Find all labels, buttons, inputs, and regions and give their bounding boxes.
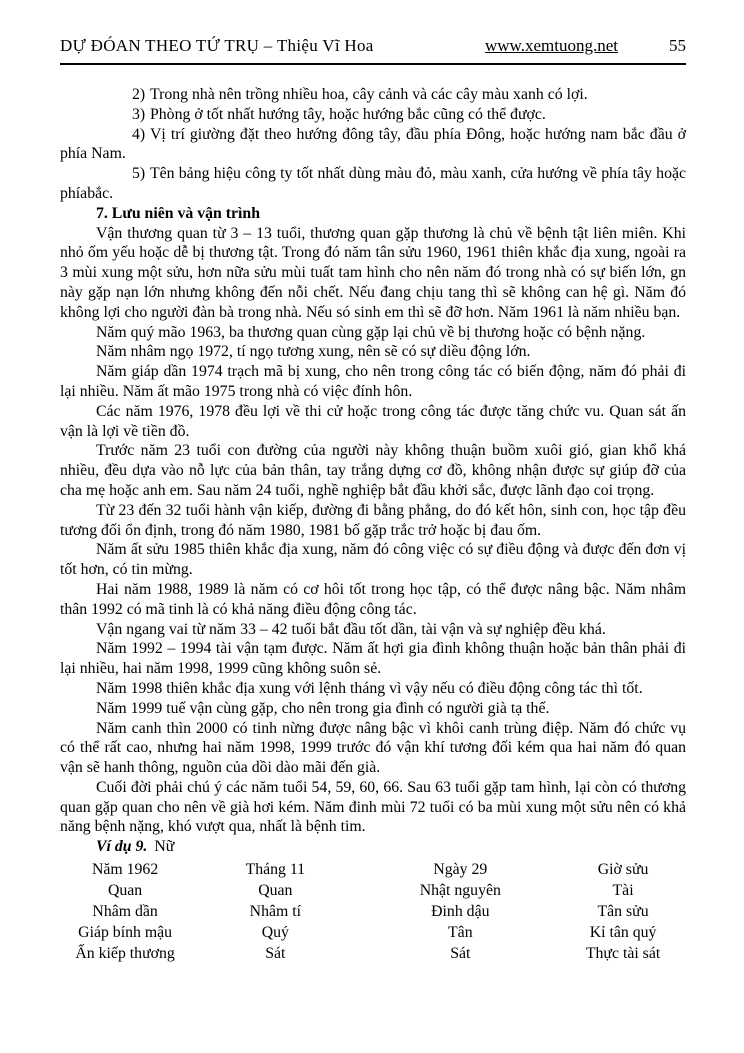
website-link: www.xemtuong.net: [485, 36, 618, 55]
section-heading: 7. Lưu niên và vận trình: [96, 204, 260, 222]
paragraph: Năm 1998 thiên khắc địa xung với lệnh tháng vì vậy nếu có điều động công tác thì tốt.: [96, 679, 643, 697]
paragraph: Năm giáp dần 1974 trạch mã bị xung, cho nên trong công tác có biến động, năm đó phải đi lại nhiều. Năm ất mão 1975 trong nhà có việc đính hôn.: [60, 363, 686, 400]
table-cell: Đinh dậu: [431, 903, 490, 921]
example-caption: [60, 837, 686, 857]
page-body: [60, 85, 686, 964]
paragraph: Các năm 1976, 1978 đều lợi về thi cử hoặc trong công tác được tăng chức vu. Quan sát ấn vận là lợi về tiền đồ.: [60, 402, 686, 440]
paragraph: Vận ngang vai từ năm 33 – 42 tuổi bắt đầu tốt dần, tài vận và sự nghiệp đều khá.: [96, 620, 606, 638]
table-cell: Sát: [450, 945, 471, 963]
table-cell: Năm 1962: [91, 861, 159, 879]
list-item-text: Phòng ở tốt nhất hướng tây, hoặc hướng bắc cũng có thể được.: [150, 105, 546, 123]
paragraph: Năm 1999 tuế vận cùng gặp, cho nên trong gia đình có người già tạ thế.: [96, 699, 550, 717]
list-item-text: Tên bảng hiệu công ty tốt nhất dùng màu đỏ, màu xanh, cửa hướng về phía tây hoặc phíabắc.: [60, 165, 686, 202]
running-header: [60, 36, 686, 56]
table-cell: Giáp bính mậu: [78, 924, 173, 942]
paragraph: Từ 23 đến 32 tuổi hành vận kiếp, đường đi bằng phẳng, do đó kết hôn, sinh con, học tập đều tương đối ổn định, trong đó năm 1980, 1981 bố gặp trắc trở hoặc bị đau ốm.: [60, 501, 686, 539]
table-cell: Ấn kiếp thương: [75, 945, 175, 963]
list-item-text: Trong nhà nên trồng nhiều hoa, cây cảnh và các cây màu xanh có lợi.: [150, 86, 588, 103]
table-cell: Tháng 11: [245, 861, 306, 879]
table-cell: Ngày 29: [433, 861, 488, 879]
example-label: Ví dụ 9.: [96, 838, 148, 856]
page-number: 55: [669, 36, 686, 55]
table-cell: Giờ sửu: [597, 861, 649, 879]
table-cell: Nhật nguyên: [419, 882, 501, 900]
paragraph: Năm 1992 – 1994 tài vận tạm được. Năm ất hợi gia đình không thuận hoặc bản thân phải đi lại nhiều, hai năm 1998, 1999 cũng không suôn sẻ.: [60, 640, 686, 678]
list-item: [60, 85, 686, 105]
list-item-number: 5): [132, 165, 146, 183]
four-pillars-table: [60, 859, 686, 964]
paragraph: Hai năm 1988, 1989 là năm có cơ hôi tốt trong học tập, có thể được nâng bậc. Năm nhâm thân 1992 có mã tinh là có khả năng điều động công tác.: [60, 580, 686, 618]
paragraph: Năm quý mão 1963, ba thương quan cùng gặp lại chủ về bị thương hoặc có bệnh nặng.: [96, 323, 646, 341]
table-cell: Tân: [448, 924, 473, 942]
table-cell: Thực tài sát: [585, 945, 661, 963]
list-item-number: 4): [132, 125, 146, 143]
table-cell: Nhâm tí: [249, 903, 301, 921]
table-cell: Nhâm dần: [92, 903, 158, 921]
list-item: [60, 105, 686, 125]
example-gender: Nữ: [154, 838, 175, 856]
list-item: [60, 164, 686, 204]
paragraph: Năm nhâm ngọ 1972, tí ngọ tương xung, nên sẽ có sự diều động lớn.: [96, 343, 531, 361]
table-cell: Tài: [612, 882, 634, 900]
paragraph: Trước năm 23 tuổi con đường của người này không thuận buồm xuôi gió, gian khổ khá nhiều, đều dựa vào nỗ lực của bản thân, tay trắng dựng cơ đồ, không nhận được sự giúp đỡ của cha mẹ hoặc anh em. Sau năm 24 tuổi, nghề nghiệp bắt đầu khởi sắc, được lãnh đạo coi trọng.: [60, 442, 686, 499]
list-item-number: 2): [132, 86, 146, 103]
paragraph: Vận thương quan từ 3 – 13 tuổi, thương quan gặp thương là chủ về bệnh tật liên miên. Khi nhỏ ốm yếu hoặc dễ bị thương tật. Trong đó năm tân sửu 1960, 1961 thiên khắc địa xung, ngoài ra 3 mùi xung một sửu, hơn nữa sửu mùi tuất tam hình cho nên năm đó trong nhà có sự biến lớn, gn này gặp nạn lớn nhưng không đến nỗi chết. Nếu đang chịu tang thì sẽ không can hệ gì. Năm đó không lợi cho người đàn bà trong nhà. Nếu só sinh em thì sẽ đỡ hơn. Năm 1961 là năm nhiều bạn.: [60, 224, 686, 321]
list-item: [60, 125, 686, 165]
paragraph: Cuối đời phải chú ý các năm tuổi 54, 59, 60, 66. Sau 63 tuổi gặp tam hình, lại còn có thương quan gặp quan cho nên về già hơi kém. Năm đinh mùi 72 tuổi có ba mùi xung một sửu nên có khả năng bệnh nặng, khó vượt qua, nhất là bệnh tim.: [60, 778, 686, 836]
book-title: DỰ ĐÓAN THEO TỨ TRỤ – Thiệu Vĩ Hoa: [60, 36, 374, 55]
list-item-number: 3): [132, 105, 146, 123]
table-cell: Sát: [265, 945, 286, 963]
table-cell: Quan: [258, 882, 293, 900]
header-rule: [60, 63, 686, 65]
paragraph: Năm ất sửu 1985 thiên khắc địa xung, năm đó công việc có sự điều động và được đến đơn vị tốt hơn, có tin mừng.: [60, 541, 686, 579]
table-cell: Quý: [261, 924, 289, 942]
table-cell: Kỉ tân quý: [589, 924, 657, 942]
table-cell: Tân sửu: [597, 903, 649, 921]
paragraph: Năm canh thìn 2000 có tinh nừng được nâng bậc vì khôi canh trùng điệp. Năm đó chức vụ có thể rất cao, nhưng hai năm 1998, 1999 trước đó vận khí tương đối kém qua hai năm đó quan vận sẽ hanh thông, nguồn của dồi dào mãi đến già.: [60, 719, 686, 777]
list-item-text: Vị trí giường đặt theo hướng đông tây, đầu phía Đông, hoặc hướng nam bắc đầu ở phía Nam.: [60, 125, 686, 163]
table-cell: Quan: [107, 882, 143, 900]
